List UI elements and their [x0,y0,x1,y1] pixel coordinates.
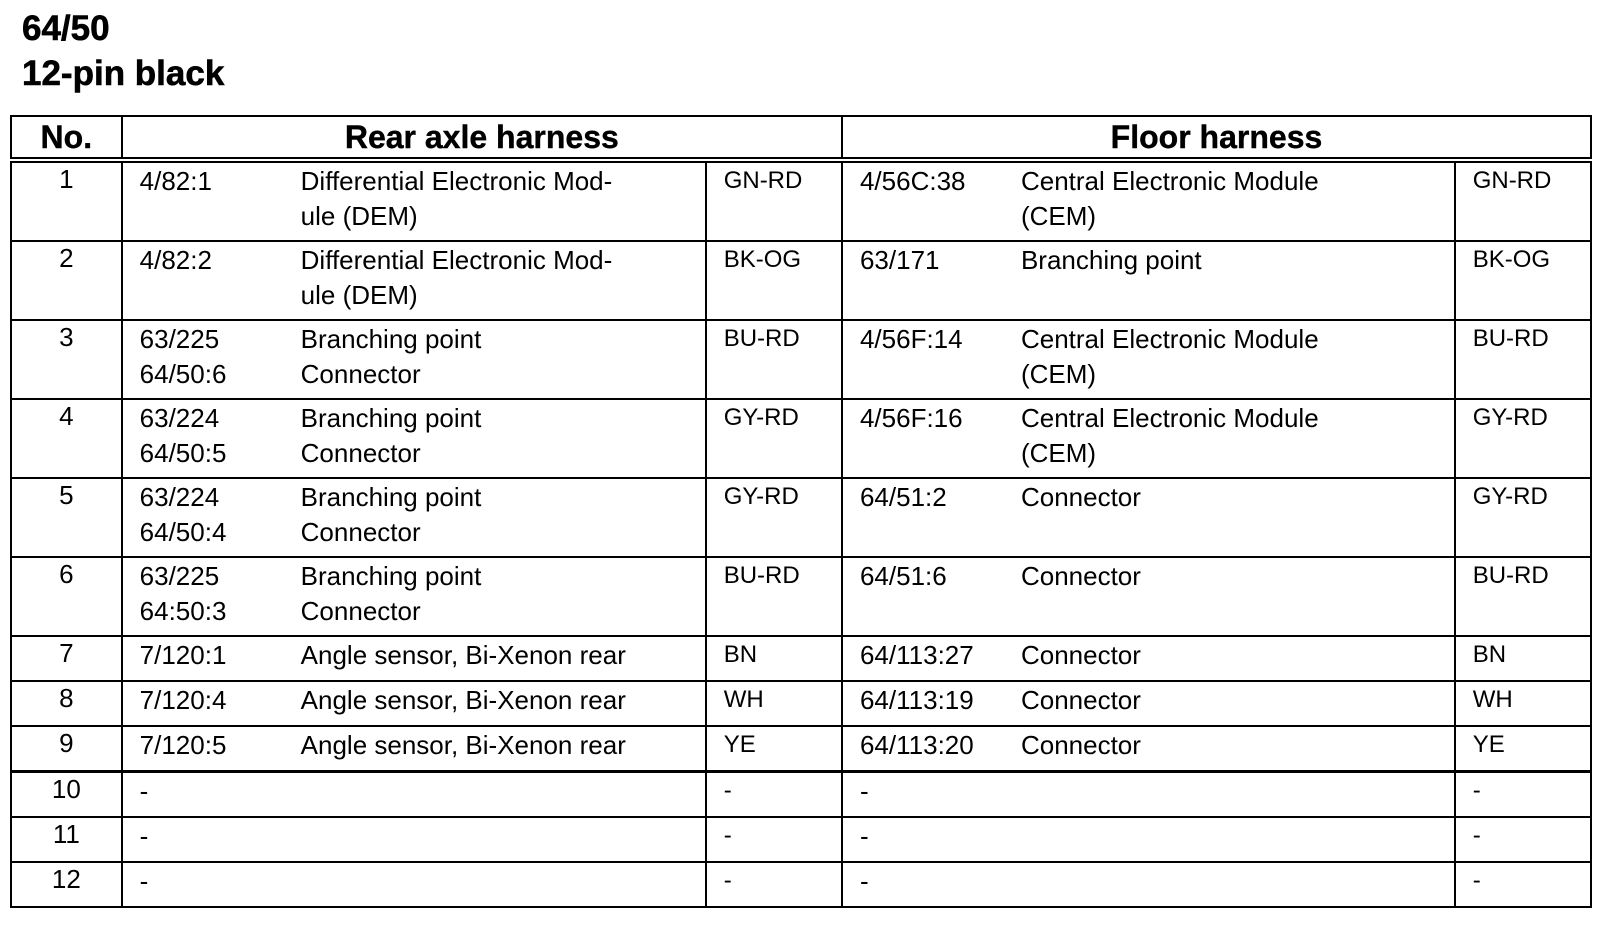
rear-axle-wire-color: BK-OG [706,241,842,320]
floor-connector-code: - [859,866,869,896]
floor-connector-code: 64/113:19 [859,685,974,715]
floor-component: Connector [1020,482,1141,512]
floor-wire-color: - [1455,817,1591,862]
floor-connector-code: 64/113:20 [859,730,974,760]
table-row [11,160,1591,241]
pin-number: 6 [11,557,122,636]
rear-axle-connector-code: - [139,866,149,896]
pin-number: 1 [11,160,122,241]
rear-axle-connector-code: 4/82:1 [139,166,212,196]
floor-cell [842,399,1455,478]
rear-axle-connector-code: 63/224 64/50:5 [139,403,227,468]
pin-number: 3 [11,320,122,399]
rear-axle-component: Branching point Connector [300,324,482,389]
rear-axle-wire-color: BU-RD [706,320,842,399]
table-row [11,772,1591,818]
floor-connector-code: 4/56C:38 [859,166,966,196]
floor-wire-color: BN [1455,636,1591,681]
floor-wire-color: GY-RD [1455,399,1591,478]
table-row [11,817,1591,862]
rear-axle-component: Branching point Connector [300,482,482,547]
floor-component: Connector [1020,685,1141,715]
rear-axle-cell [122,636,706,681]
pin-number: 2 [11,241,122,320]
rear-axle-wire-color: GN-RD [706,160,842,241]
pin-number: 11 [11,817,122,862]
floor-wire-color: WH [1455,681,1591,726]
rear-axle-component [301,864,705,899]
rear-axle-component [301,774,705,809]
rear-axle-wire-color: GY-RD [706,478,842,557]
pin-number: 9 [11,726,122,772]
rear-axle-component: Differential Electronic Mod- ule (DEM) [300,245,613,310]
column-header-rear-axle-harness: Rear axle harness [122,116,842,160]
floor-component: Central Electronic Module (CEM) [1020,166,1319,231]
rear-axle-component: Branching point Connector [300,403,482,468]
table-row [11,320,1591,399]
pin-number: 12 [11,862,122,907]
table-row [11,557,1591,636]
rear-axle-component: Angle sensor, Bi-Xenon rear [300,685,626,715]
floor-cell [842,772,1455,818]
rear-axle-wire-color: WH [706,681,842,726]
floor-connector-code: 64/51:6 [859,561,947,591]
rear-axle-wire-color: GY-RD [706,399,842,478]
rear-axle-wire-color: BU-RD [706,557,842,636]
column-header-no: No. [11,116,122,160]
floor-cell [842,817,1455,862]
rear-axle-component [301,819,705,854]
floor-connector-code: 64/51:2 [859,482,947,512]
connector-type: 12-pin black [22,54,225,93]
floor-cell [842,557,1455,636]
floor-cell [842,636,1455,681]
table-row [11,726,1591,772]
floor-wire-color: GN-RD [1455,160,1591,241]
floor-component: Central Electronic Module (CEM) [1020,324,1319,389]
rear-axle-cell [122,862,706,907]
floor-cell [842,160,1455,241]
table-row [11,681,1591,726]
rear-axle-component: Angle sensor, Bi-Xenon rear [300,730,626,760]
rear-axle-wire-color: - [706,862,842,907]
connector-id: 64/50 [22,9,110,48]
floor-wire-color: YE [1455,726,1591,772]
floor-connector-code: - [859,821,869,851]
floor-wire-color: BU-RD [1455,320,1591,399]
rear-axle-connector-code: 7/120:4 [139,685,227,715]
rear-axle-cell [122,478,706,557]
pin-number: 7 [11,636,122,681]
floor-component: Branching point [1020,245,1202,275]
rear-axle-cell [122,557,706,636]
floor-wire-color: - [1455,772,1591,818]
table-row [11,241,1591,320]
floor-cell [842,681,1455,726]
rear-axle-cell [122,726,706,772]
pin-number: 4 [11,399,122,478]
rear-axle-connector-code: - [139,821,149,851]
rear-axle-connector-code: 7/120:1 [139,640,227,670]
page-title [22,6,224,96]
floor-component: Connector [1020,640,1141,670]
rear-axle-cell [122,817,706,862]
rear-axle-cell [122,160,706,241]
rear-axle-connector-code: - [139,776,149,806]
rear-axle-connector-code: 63/225 64:50:3 [139,561,227,626]
table-row [11,636,1591,681]
rear-axle-component: Branching point Connector [300,561,482,626]
rear-axle-cell [122,772,706,818]
pin-number: 10 [11,772,122,818]
floor-component [1021,819,1454,854]
rear-axle-wire-color: - [706,817,842,862]
table-row [11,478,1591,557]
floor-cell [842,478,1455,557]
rear-axle-cell [122,241,706,320]
floor-wire-color: BU-RD [1455,557,1591,636]
floor-component: Connector [1020,561,1141,591]
rear-axle-cell [122,320,706,399]
floor-component: Central Electronic Module (CEM) [1020,403,1319,468]
rear-axle-component: Differential Electronic Mod- ule (DEM) [300,166,613,231]
rear-axle-connector-code: 63/224 64/50:4 [139,482,227,547]
floor-cell [842,320,1455,399]
floor-component [1021,864,1454,899]
column-header-floor-harness: Floor harness [842,116,1591,160]
floor-connector-code: 64/113:27 [859,640,974,670]
floor-wire-color: BK-OG [1455,241,1591,320]
rear-axle-connector-code: 7/120:5 [139,730,227,760]
rear-axle-wire-color: YE [706,726,842,772]
floor-cell [842,726,1455,772]
rear-axle-wire-color: - [706,772,842,818]
table-header-row [11,116,1591,160]
rear-axle-cell [122,399,706,478]
floor-wire-color: - [1455,862,1591,907]
floor-component [1021,774,1454,809]
floor-component: Connector [1020,730,1141,760]
pin-number: 8 [11,681,122,726]
floor-wire-color: GY-RD [1455,478,1591,557]
floor-connector-code: 4/56F:16 [859,403,963,433]
floor-cell [842,241,1455,320]
table-row [11,862,1591,907]
rear-axle-component: Angle sensor, Bi-Xenon rear [300,640,626,670]
rear-axle-cell [122,681,706,726]
rear-axle-wire-color: BN [706,636,842,681]
floor-connector-code: - [859,776,869,806]
floor-cell [842,862,1455,907]
floor-connector-code: 4/56F:14 [859,324,963,354]
rear-axle-connector-code: 4/82:2 [139,245,212,275]
floor-connector-code: 63/171 [859,245,940,275]
pin-number: 5 [11,478,122,557]
table-body [11,160,1591,907]
rear-axle-connector-code: 63/225 64/50:6 [139,324,227,389]
table-row [11,399,1591,478]
pinout-table [10,115,1592,908]
